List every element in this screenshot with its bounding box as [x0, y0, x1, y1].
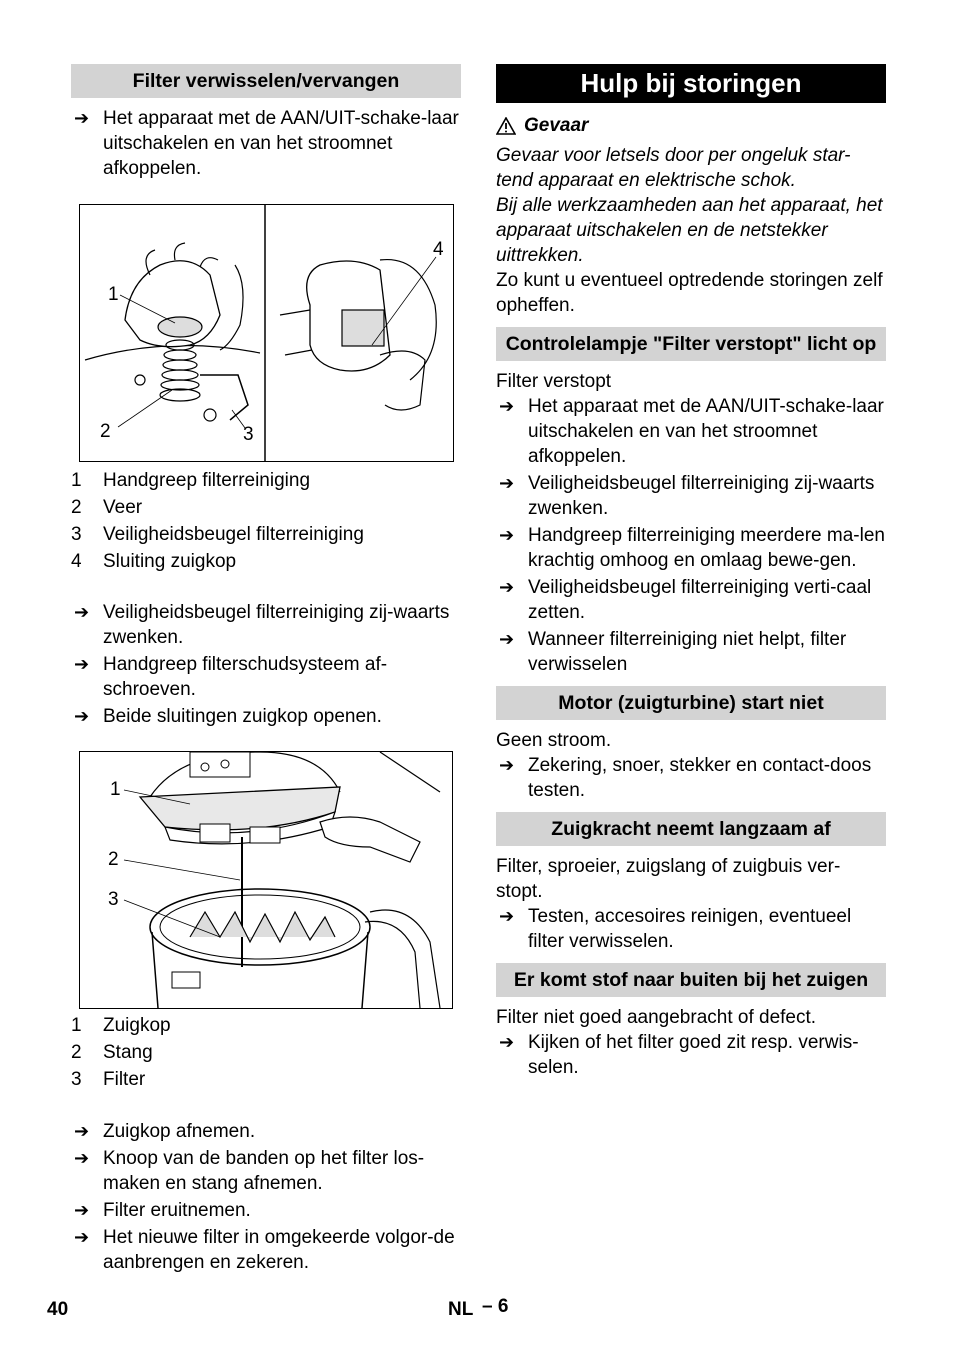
arrow-right-icon: ➔ — [74, 602, 90, 622]
callout-4: 4 — [433, 239, 444, 260]
step-item: ➔ Beide sluitingen zuigkop openen. — [74, 706, 382, 727]
arrow-right-icon: ➔ — [499, 755, 515, 775]
arrow-right-icon: ➔ — [499, 906, 515, 926]
arrow-right-icon: ➔ — [74, 1121, 90, 1141]
arrow-right-icon: ➔ — [499, 629, 515, 649]
step-item: ➔ Handgreep filterreiniging meerdere ma-len krachtig omhoog en omlaag bewe-gen. — [499, 525, 885, 571]
arrow-right-icon: ➔ — [499, 1032, 515, 1052]
legend-item: 3 Veiligheidsbeugel filterreiniging — [71, 524, 364, 545]
cause-text: Filter, sproeier, zuigslang of zuigbuis ver-stopt. — [496, 856, 841, 902]
callout-2: 2 — [108, 849, 119, 870]
legend-item: 3 Filter — [71, 1069, 146, 1090]
step-item: ➔ Het apparaat met de AAN/UIT-schake-laar uitschakelen en van het stroomnet afkoppelen. — [74, 108, 459, 179]
legend-list-2 — [71, 1013, 461, 1092]
arrow-right-icon: ➔ — [499, 577, 515, 597]
arrow-right-icon: ➔ — [499, 525, 515, 545]
step-item: ➔ Handgreep filterschudsysteem af-schroeven. — [74, 654, 388, 700]
figure-suction-head — [79, 751, 453, 1009]
legend-list-1 — [71, 468, 461, 574]
danger-label-row — [496, 113, 886, 138]
left-column — [71, 64, 461, 1275]
figure-2-illustration — [80, 752, 452, 1008]
chapter-title: Hulp bij storingen — [496, 64, 886, 103]
legend-item: 1 Zuigkop — [71, 1015, 171, 1036]
arrow-right-icon: ➔ — [74, 706, 90, 726]
arrow-right-icon: ➔ — [499, 473, 515, 493]
step-item: ➔ Veiligheidsbeugel filterreiniging zij-waarts zwenken. — [499, 473, 875, 519]
arrow-right-icon: ➔ — [74, 108, 90, 128]
footer-section: – 6 — [482, 1296, 509, 1317]
page-number: 40 — [47, 1299, 69, 1320]
callout-3: 3 — [243, 424, 254, 445]
section-heading-suction-power: Zuigkracht neemt langzaam af — [496, 812, 886, 846]
step-list-lamp — [496, 394, 886, 677]
intro-text: Zo kunt u eventueel optredende storingen zelf opheffen. — [496, 270, 883, 316]
danger-text-1: Gevaar voor letsels door per ongeluk star-tend apparaat en elektrische schok. — [496, 145, 851, 191]
arrow-right-icon: ➔ — [74, 1148, 90, 1168]
footer-language: NL — [448, 1299, 474, 1320]
step-item: ➔ Testen, accesoires reinigen, eventueel filter verwisselen. — [499, 906, 852, 952]
danger-text-2: Bij alle werkzaamheden aan het apparaat, het apparaat uitschakelen en de netstekker uittrekken. — [496, 195, 883, 266]
step-list-2 — [71, 600, 461, 729]
cause-text: Filter verstopt — [496, 371, 612, 392]
step-item: ➔ Veiligheidsbeugel filterreiniging verti-caal zetten. — [499, 577, 872, 623]
step-item: ➔ Knoop van de banden op het filter los-maken en stang afnemen. — [74, 1148, 425, 1194]
cause-text: Filter niet goed aangebracht of defect. — [496, 1007, 817, 1028]
right-column — [496, 64, 886, 1080]
step-item: ➔ Zuigkop afnemen. — [74, 1121, 256, 1142]
step-item: ➔ Zekering, snoer, stekker en contact-doos testen. — [499, 755, 872, 801]
section-heading-dust: Er komt stof naar buiten bij het zuigen — [496, 963, 886, 997]
section-heading-motor: Motor (zuigturbine) start niet — [496, 686, 886, 720]
step-list-3 — [71, 1119, 461, 1275]
figure-filter-handle — [79, 204, 454, 462]
callout-1: 1 — [108, 284, 119, 305]
arrow-right-icon: ➔ — [499, 396, 515, 416]
step-item: ➔ Kijken of het filter goed zit resp. verwis-selen. — [499, 1032, 859, 1078]
legend-item: 4 Sluiting zuigkop — [71, 551, 237, 572]
callout-1: 1 — [110, 779, 121, 800]
step-item: ➔ Het nieuwe filter in omgekeerde volgor-de aanbrengen en zekeren. — [74, 1227, 455, 1273]
step-item: ➔ Veiligheidsbeugel filterreiniging zij-waarts zwenken. — [74, 602, 450, 648]
step-item: ➔ Het apparaat met de AAN/UIT-schake-laar uitschakelen en van het stroomnet afkoppelen. — [499, 396, 884, 467]
legend-item: 1 Handgreep filterreiniging — [71, 470, 311, 491]
danger-label: Gevaar — [524, 115, 589, 136]
arrow-right-icon: ➔ — [74, 1227, 90, 1247]
legend-item: 2 Veer — [71, 497, 143, 518]
cause-text: Geen stroom. — [496, 730, 612, 751]
arrow-right-icon: ➔ — [74, 1200, 90, 1220]
step-item: ➔ Wanneer filterreiniging niet helpt, filter verwisselen — [499, 629, 847, 675]
warning-triangle-icon — [496, 117, 516, 135]
callout-3: 3 — [108, 889, 119, 910]
figure-1-illustration — [80, 205, 453, 461]
arrow-right-icon: ➔ — [74, 654, 90, 674]
section-heading-filter: Filter verwisselen/vervangen — [71, 64, 461, 98]
callout-2: 2 — [100, 421, 111, 442]
step-item: ➔ Filter eruitnemen. — [74, 1200, 251, 1221]
legend-item: 2 Stang — [71, 1042, 153, 1063]
section-heading-filter-lamp: Controlelampje "Filter verstopt" licht op — [496, 327, 886, 361]
